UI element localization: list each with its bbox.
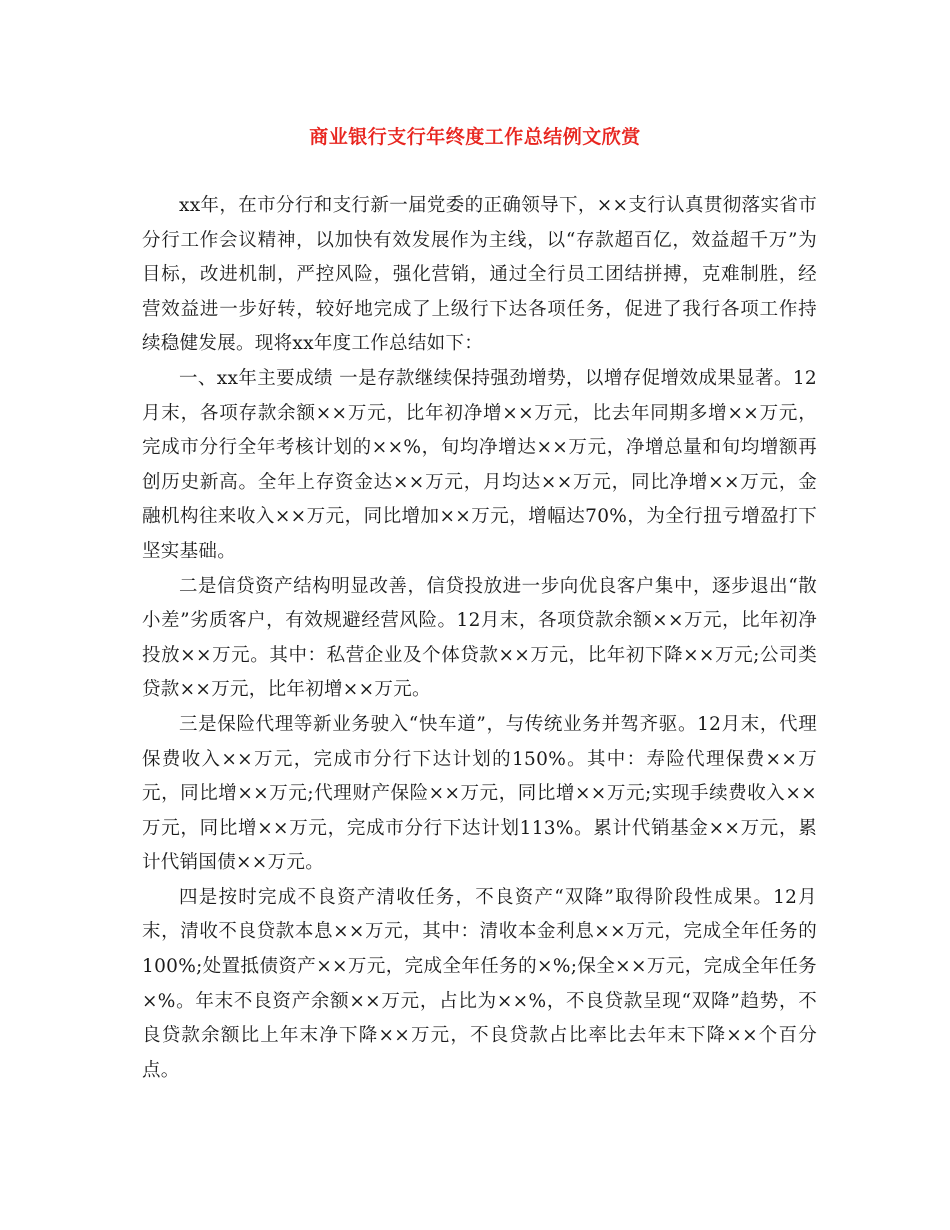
paragraph-intro: xx年，在市分行和支行新一届党委的正确领导下，××支行认真贯彻落实省市分行工作会议精神，以加快有效发展作为主线，以“存款超百亿，效益超千万”为目标，改进机制，严控风险，强化营销，通过全行员工团结拼搏，克难制胜，经营效益进一步好转，较好地完成了上级行下达各项任务，促进了我行各项工作持续稳健发展。现将xx年度工作总结如下： xyxy=(142,195,817,355)
paragraph-credit-assets: 二是信贷资产结构明显改善，信贷投放进一步向优良客户集中，逐步退出“散小差”劣质客户，有效规避经营风险。12月末，各项贷款余额××万元，比年初净投放××万元。其中：私营企业及个体贷款××万元，比年初下降××万元;公司类贷款××万元，比年初增××万元。 xyxy=(142,575,817,701)
paragraph-insurance-agency: 三是保险代理等新业务驶入“快车道”，与传统业务并驾齐驱。12月末，代理保费收入××万元，完成市分行下达计划的150%。其中：寿险代理保费××万元，同比增××万元;代理财产保险××万元，同比增××万元;实现手续费收入××万元，同比增××万元，完成市分行下达计划113%。累计代销基金××万元，累计代销国债××万元。 xyxy=(142,713,817,874)
paragraph-deposits: 一、xx年主要成绩 一是存款继续保持强劲增势，以增存促增效成果显著。12月末，各项存款余额××万元，比年初净增××万元，比去年同期多增××万元，完成市分行全年考核计划的××%，旬均净增达××万元，净增总量和旬均增额再创历史新高。全年上存资金达××万元，月均达××万元，同比净增××万元，金融机构往来收入××万元，同比增加××万元，增幅达70%，为全行扭亏增盈打下坚实基础。 xyxy=(142,367,817,562)
document-body xyxy=(142,189,817,1088)
document-title: 商业银行支行年终度工作总结例文欣赏 xyxy=(309,126,641,148)
paragraph-nonperforming-assets: 四是按时完成不良资产清收任务，不良资产“双降”取得阶段性成果。12月末，清收不良贷款本息××万元，其中：清收本金利息××万元，完成全年任务的100%;处置抵债资产××万元，完成全年任务的×%;保全××万元，完成全年任务×%。年末不良资产余额××万元，占比为××%，不良贷款呈现“双降”趋势，不良贷款余额比上年末净下降××万元，不良贷款占比率比去年末下降××个百分点。 xyxy=(142,886,817,1081)
